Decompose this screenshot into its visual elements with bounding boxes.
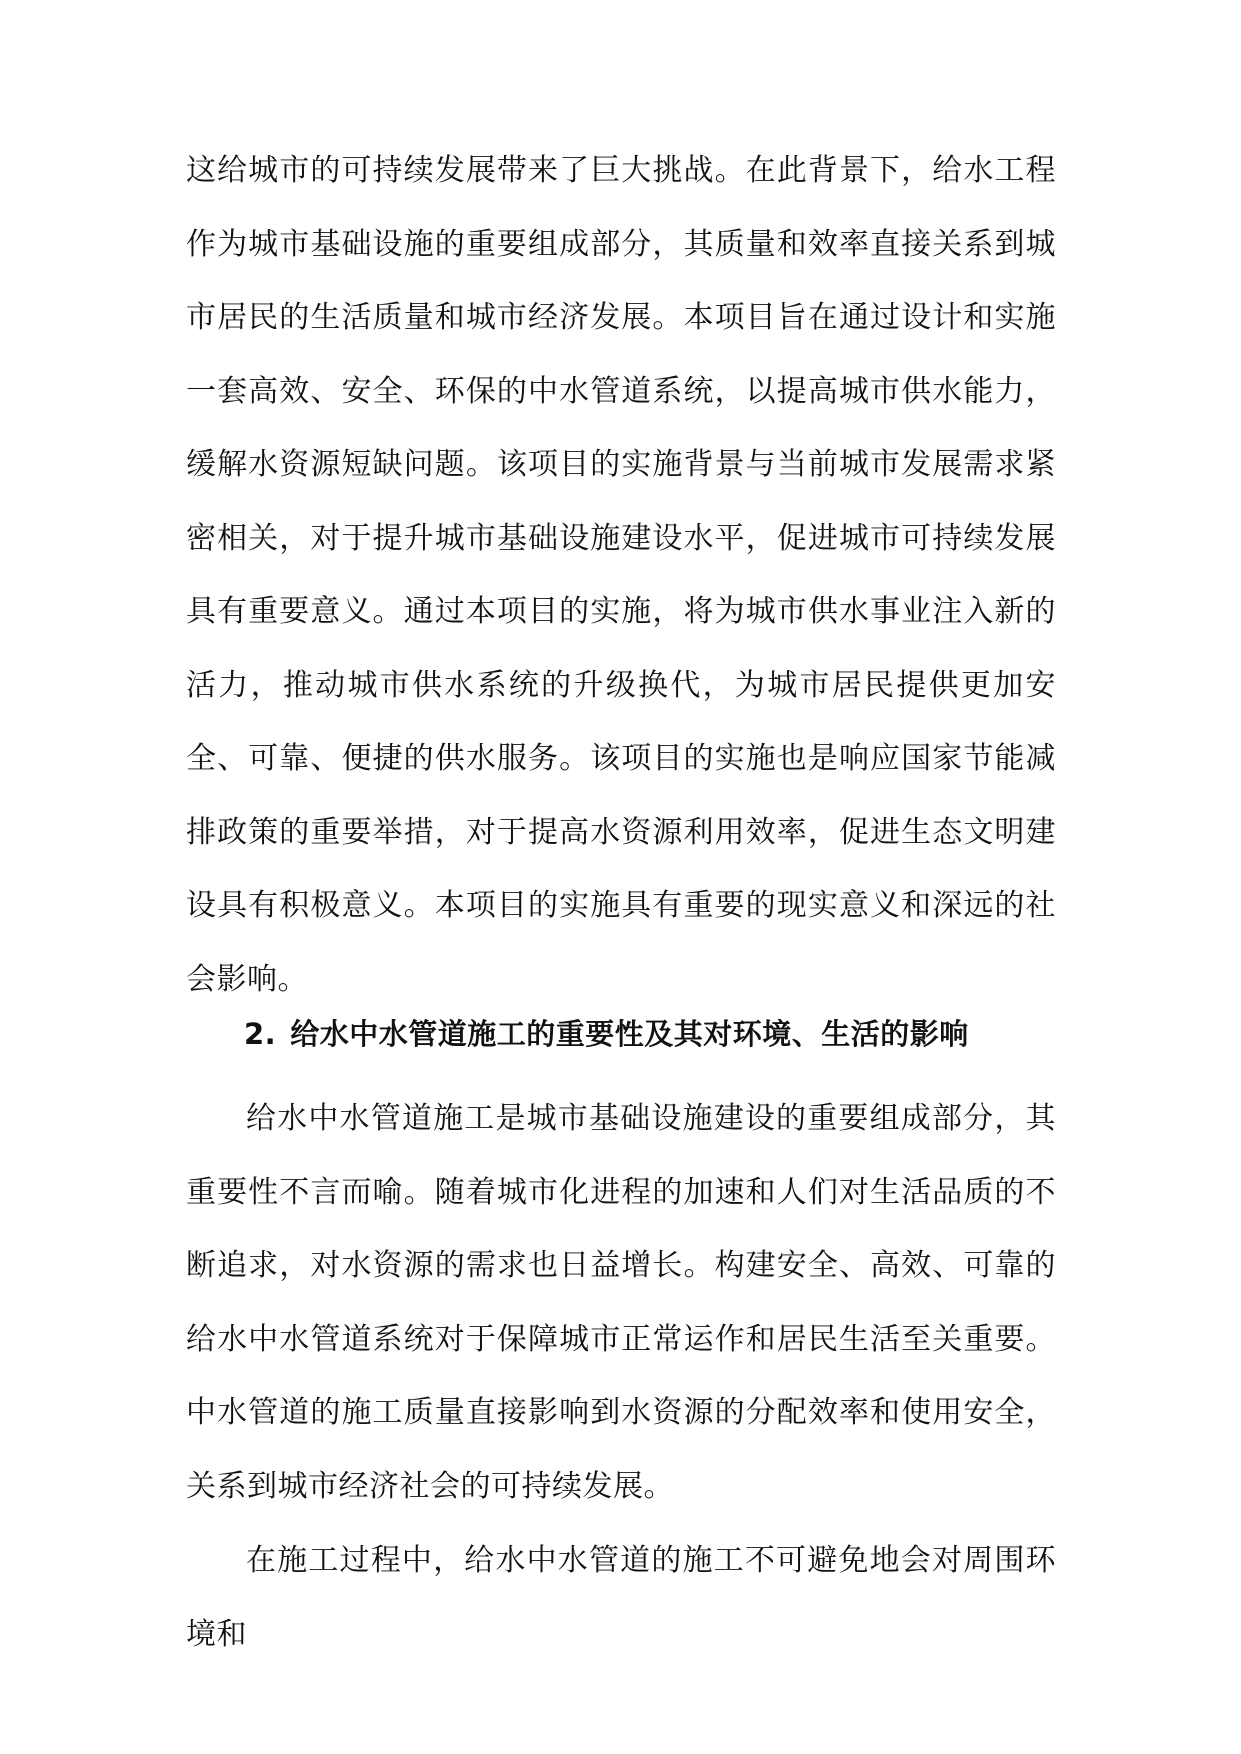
paragraph-text: 在施工过程中，给水中水管道的施工不可避免地会对周围环境和: [186, 1543, 1056, 1652]
paragraph-text: 这给城市的可持续发展带来了巨大挑战。在此背景下，给水工程作为城市基础设施的重要组成部分，其质量和效率直接关系到城市居民的生活质量和城市经济发展。本项目旨在通过设计和实施一套高效、安全、环保的中水管道系统，以提高城市供水能力，缓解水资源短缺问题。该项目的实施背景与当前城市发展需求紧密相关，对于提升城市基础设施建设水平，促进城市可持续发展具有重要意义。通过本项目的实施，将为城市供水事业注入新的活力，推动城市供水系统的升级换代，为城市居民提供更加安全、可靠、便捷的供水服务。该项目的实施也是响应国家节能减排政策的重要举措，对于提高水资源利用效率，促进生态文明建设具有积极意义。本项目的实施具有重要的现实意义和深远的社会影响。: [186, 153, 1056, 997]
section-number: 2.: [244, 1017, 277, 1051]
body-paragraph-1: [186, 134, 1056, 1016]
body-paragraph-3: [186, 1524, 1056, 1671]
section-heading: [244, 1012, 1044, 1056]
body-paragraph-2: [186, 1082, 1056, 1523]
section-title: 给水中水管道施工的重要性及其对环境、生活的影响: [290, 1017, 969, 1051]
paragraph-text: 给水中水管道施工是城市基础设施建设的重要组成部分，其重要性不言而喻。随着城市化进程的加速和人们对生活品质的不断追求，对水资源的需求也日益增长。构建安全、高效、可靠的给水中水管道系统对于保障城市正常运作和居民生活至关重要。中水管道的施工质量直接影响到水资源的分配效率和使用安全，关系到城市经济社会的可持续发展。: [186, 1101, 1056, 1504]
